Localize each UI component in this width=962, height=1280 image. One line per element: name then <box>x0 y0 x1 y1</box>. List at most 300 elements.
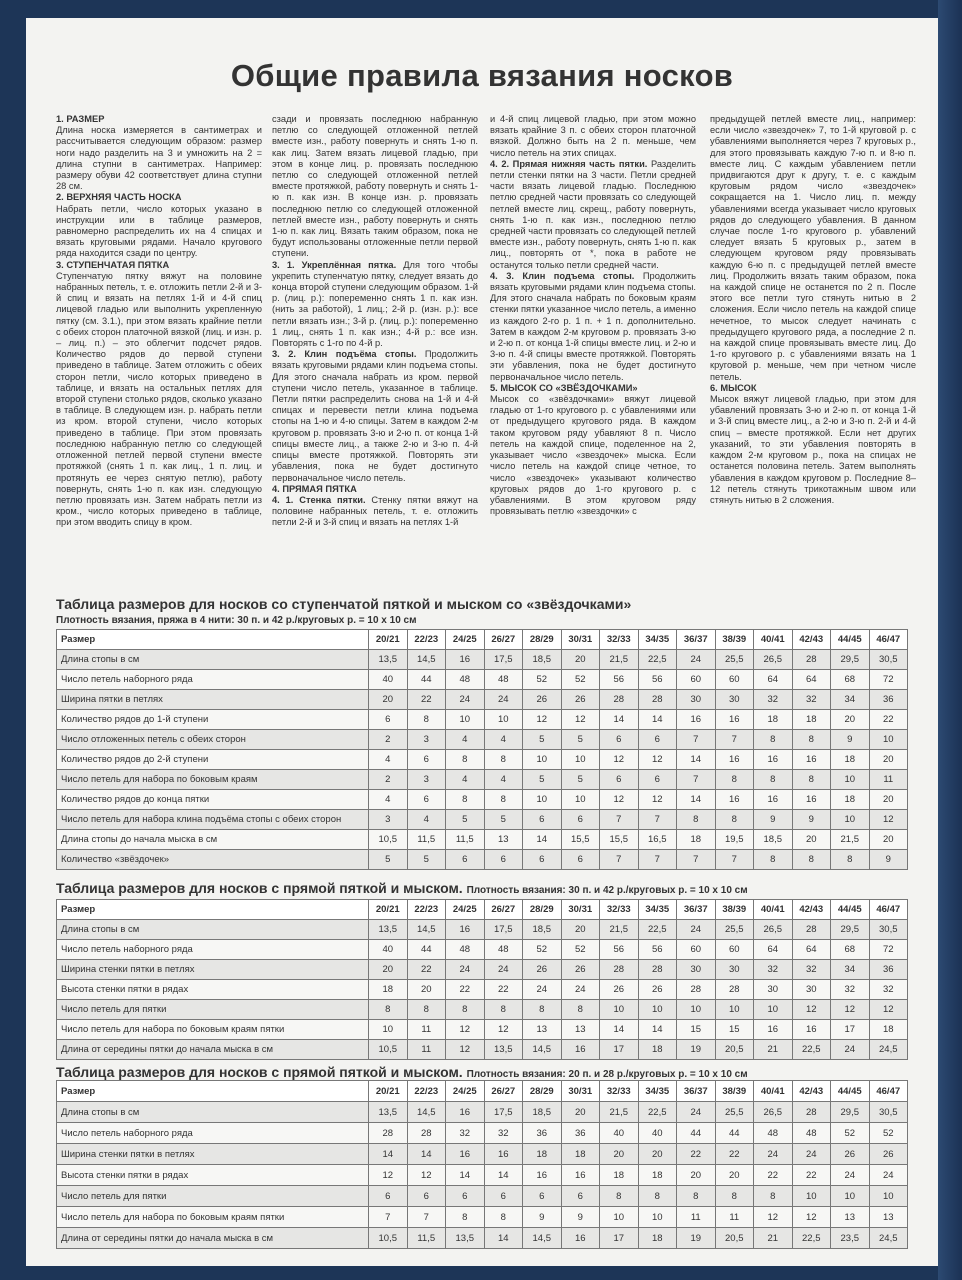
table-row <box>57 1000 908 1020</box>
paragraph <box>710 114 916 383</box>
table-cell: 14 <box>484 1165 523 1186</box>
table-cell: 20 <box>869 790 908 810</box>
table-cell: 14 <box>600 1020 639 1040</box>
table-row <box>57 670 908 690</box>
table-cell: 26,5 <box>754 650 793 670</box>
table-cell: 29,5 <box>831 1102 870 1123</box>
table-cell: 24 <box>677 650 716 670</box>
table-cell: 60 <box>677 940 716 960</box>
table-cell: 30 <box>754 980 793 1000</box>
row-label: Ширина пятки в петлях <box>57 690 369 710</box>
table-cell: 15 <box>715 1020 754 1040</box>
table-cell: 5 <box>561 770 600 790</box>
size-header-cell: 22/23 <box>407 1081 446 1102</box>
table-row <box>57 960 908 980</box>
table-cell: 14,5 <box>407 1102 446 1123</box>
table-cell: 12 <box>561 710 600 730</box>
table-cell: 18 <box>869 1020 908 1040</box>
table-cell: 11,5 <box>446 830 485 850</box>
size-header-cell: 36/37 <box>677 900 716 920</box>
table-row <box>57 750 908 770</box>
table-row <box>57 1102 908 1123</box>
table-cell: 18,5 <box>754 830 793 850</box>
table-cell: 64 <box>754 940 793 960</box>
page-title: Общие правила вязания носков <box>230 58 734 93</box>
table-cell: 8 <box>715 770 754 790</box>
table-cell: 12 <box>446 1040 485 1060</box>
row-label: Длина стопы в см <box>57 920 369 940</box>
table-cell: 48 <box>792 1123 831 1144</box>
table-cell: 20 <box>715 1165 754 1186</box>
size-header-cell: 44/45 <box>831 630 870 650</box>
table-row <box>57 830 908 850</box>
table-cell: 12 <box>792 1000 831 1020</box>
table-cell: 32 <box>754 690 793 710</box>
size-header-cell: 46/47 <box>869 1081 908 1102</box>
size-header-cell: 22/23 <box>407 630 446 650</box>
table-cell: 20 <box>369 690 408 710</box>
table-cell: 8 <box>446 1207 485 1228</box>
paragraph <box>710 383 916 394</box>
table-cell: 52 <box>523 670 562 690</box>
table-cell: 15 <box>677 1020 716 1040</box>
table-cell: 40 <box>369 940 408 960</box>
section-heading: 4. 3. Клин подъема стопы. <box>490 270 635 281</box>
table-cell: 6 <box>407 790 446 810</box>
table-cell: 18 <box>792 710 831 730</box>
row-label: Число петель для набора клина подъёма стопы с обеих сторон <box>57 810 369 830</box>
table-cell: 5 <box>369 850 408 870</box>
table-cell: 18 <box>561 1144 600 1165</box>
table-cell: 32 <box>792 960 831 980</box>
table-cell: 21,5 <box>600 650 639 670</box>
table-cell: 8 <box>446 1000 485 1020</box>
table-cell: 12 <box>600 750 639 770</box>
table-cell: 11 <box>677 1207 716 1228</box>
table-cell: 30,5 <box>869 1102 908 1123</box>
size-header-cell: 30/31 <box>561 630 600 650</box>
table-cell: 21,5 <box>600 920 639 940</box>
row-label: Число петель для пятки <box>57 1186 369 1207</box>
table-cell: 21 <box>754 1040 793 1060</box>
table-cell: 28 <box>369 1123 408 1144</box>
table-cell: 7 <box>638 850 677 870</box>
table-cell: 18 <box>600 1165 639 1186</box>
paragraph-text: Мысок со «звёздочками» вяжут лицевой гладью от 1-го кругового р. с убавлениями или от предыдущего кругового ряда. В каждом таком круговом ряду убавляют 8 п. Число петель на каждой спице, поделенное на 2, указывает число «звездочек» мыска. Если число петель на каждой спице четное, то число «звездочек» указывают количество круговых рядов до 1-го кругового р. с убавлениями. В этом круговом ряду провязывать петлю «звездочки» с <box>490 394 696 517</box>
table-cell: 10 <box>523 750 562 770</box>
table-cell: 30,5 <box>869 650 908 670</box>
table-cell: 10 <box>561 750 600 770</box>
size-header-cell: 34/35 <box>638 630 677 650</box>
table-cell: 34 <box>831 960 870 980</box>
table-cell: 10 <box>561 790 600 810</box>
table-cell: 8 <box>446 790 485 810</box>
row-label: Высота стенки пятки в рядах <box>57 1165 369 1186</box>
section-heading: 2. ВЕРХНЯЯ ЧАСТЬ НОСКА <box>56 192 182 203</box>
table-cell: 22 <box>677 1144 716 1165</box>
table-cell: 56 <box>638 940 677 960</box>
table-cell: 16 <box>715 710 754 730</box>
table-cell: 12 <box>638 790 677 810</box>
table-cell: 7 <box>715 850 754 870</box>
table-cell: 36 <box>523 1123 562 1144</box>
table-cell: 11,5 <box>407 1228 446 1249</box>
table-cell: 64 <box>792 670 831 690</box>
paragraph-text: Продолжить вязать круговыми рядами клин подъема стопы. Для этого сначала набрать по боковым краям стенки пятки указанное число петель, а именно из каждого 2-го р. 1 п. + 1 п. дополнительно. Затем в каждом 2-м круговом р. провязать 3-ю и 2-ю п. от конца 1-й спицы вместе лиц. и 2-ю и 3-ю п. 4-й спицы вместе протяжкой. Повторять эти убавления, пока не будет достигнуто первоначальное число петель. <box>490 270 696 382</box>
size-header-cell: 42/43 <box>792 1081 831 1102</box>
table-cell: 10 <box>600 1207 639 1228</box>
section-heading: 4. ПРЯМАЯ ПЯТКА <box>272 483 357 494</box>
table-cell: 6 <box>484 850 523 870</box>
table-cell: 60 <box>677 670 716 690</box>
paragraph <box>56 192 262 203</box>
table-cell: 14 <box>407 1144 446 1165</box>
section-heading: 4. 1. Стенка пятки. <box>272 494 366 505</box>
table-cell: 28 <box>600 960 639 980</box>
section-heading: 6. МЫСОК <box>710 382 757 393</box>
table-cell: 22 <box>446 980 485 1000</box>
table-cell: 20 <box>792 830 831 850</box>
table-cell: 3 <box>407 770 446 790</box>
paragraph <box>710 394 916 506</box>
table-cell: 6 <box>407 1186 446 1207</box>
table-cell: 25,5 <box>715 1102 754 1123</box>
table-cell: 7 <box>369 1207 408 1228</box>
table-cell: 40 <box>600 1123 639 1144</box>
table-cell: 17 <box>600 1040 639 1060</box>
table-cell: 11 <box>869 770 908 790</box>
size-header-cell: 24/25 <box>446 900 485 920</box>
table-cell: 14,5 <box>407 650 446 670</box>
table-cell: 32 <box>792 690 831 710</box>
table-cell: 26 <box>523 690 562 710</box>
table-cell: 8 <box>754 850 793 870</box>
table-row <box>57 1186 908 1207</box>
header-cell: Размер <box>57 900 369 920</box>
table-cell: 8 <box>677 1186 716 1207</box>
table-cell: 24 <box>792 1144 831 1165</box>
table-cell: 18 <box>523 1144 562 1165</box>
table-cell: 72 <box>869 670 908 690</box>
table-cell: 5 <box>523 770 562 790</box>
table-cell: 44 <box>407 670 446 690</box>
size-header-cell: 26/27 <box>484 900 523 920</box>
table-cell: 8 <box>754 770 793 790</box>
table-cell: 22,5 <box>638 650 677 670</box>
table-cell: 14,5 <box>523 1040 562 1060</box>
table-cell: 8 <box>600 1186 639 1207</box>
table-cell: 24 <box>831 1165 870 1186</box>
table-cell: 20 <box>600 1144 639 1165</box>
paragraph <box>490 271 696 383</box>
table-cell: 22 <box>869 710 908 730</box>
table-cell: 52 <box>561 670 600 690</box>
table-cell: 24 <box>677 1102 716 1123</box>
table-cell: 36 <box>869 690 908 710</box>
table-cell: 52 <box>869 1123 908 1144</box>
table-cell: 4 <box>369 790 408 810</box>
table-2-title <box>56 880 748 896</box>
table-cell: 7 <box>638 810 677 830</box>
table-cell: 64 <box>792 940 831 960</box>
paragraph <box>56 271 262 529</box>
table-cell: 4 <box>446 770 485 790</box>
table-cell: 4 <box>369 750 408 770</box>
table-cell: 24,5 <box>869 1228 908 1249</box>
header-cell: Размер <box>57 630 369 650</box>
table-cell: 22,5 <box>638 920 677 940</box>
table-cell: 8 <box>754 1186 793 1207</box>
table-cell: 28 <box>677 980 716 1000</box>
text-columns <box>56 114 916 598</box>
table-cell: 14,5 <box>407 920 446 940</box>
table-row <box>57 1020 908 1040</box>
size-table-1 <box>56 629 908 870</box>
page <box>26 18 938 1266</box>
table-cell: 10 <box>715 1000 754 1020</box>
table-cell: 6 <box>600 730 639 750</box>
table-cell: 26 <box>831 1144 870 1165</box>
table-cell: 10 <box>600 1000 639 1020</box>
paragraph <box>56 204 262 260</box>
table-cell: 3 <box>407 730 446 750</box>
table-cell: 32 <box>446 1123 485 1144</box>
size-header-cell: 24/25 <box>446 1081 485 1102</box>
table-cell: 14 <box>638 1020 677 1040</box>
size-table-3 <box>56 1080 908 1249</box>
table-cell: 4 <box>407 810 446 830</box>
paragraph <box>272 349 478 483</box>
table-cell: 32 <box>831 980 870 1000</box>
table-cell: 6 <box>638 730 677 750</box>
table-cell: 8 <box>792 850 831 870</box>
table-header-row <box>57 900 908 920</box>
table-cell: 29,5 <box>831 650 870 670</box>
size-header-cell: 32/33 <box>600 1081 639 1102</box>
table-cell: 21,5 <box>600 1102 639 1123</box>
row-label: Количество рядов до 2-й ступени <box>57 750 369 770</box>
table-cell: 7 <box>407 1207 446 1228</box>
table-cell: 6 <box>369 710 408 730</box>
table-cell: 48 <box>484 670 523 690</box>
table-header-row <box>57 1081 908 1102</box>
table-cell: 10 <box>869 1186 908 1207</box>
table-cell: 16 <box>446 920 485 940</box>
table-cell: 12 <box>484 1020 523 1040</box>
table-cell: 4 <box>484 730 523 750</box>
table-cell: 5 <box>446 810 485 830</box>
size-header-cell: 46/47 <box>869 900 908 920</box>
section-heading: 1. РАЗМЕР <box>56 114 105 124</box>
table-cell: 18 <box>638 1228 677 1249</box>
table-cell: 52 <box>523 940 562 960</box>
table-cell: 20 <box>561 1102 600 1123</box>
table-cell: 8 <box>715 810 754 830</box>
table-cell: 24 <box>677 920 716 940</box>
row-label: Количество рядов до конца пятки <box>57 790 369 810</box>
table-cell: 21 <box>754 1228 793 1249</box>
table-cell: 8 <box>484 1207 523 1228</box>
table-cell: 48 <box>446 940 485 960</box>
table-cell: 30 <box>792 980 831 1000</box>
table-cell: 6 <box>484 1186 523 1207</box>
paragraph-text: Продолжить вязать круговыми рядами клин подъема стопы. Для этого сначала набрать из кром. первой ступени число петель, указанное в таблице. Петли пятки распределить снова на 1-й и 4-й спицах и перевести петли клина подъема стопы на 1-ю и 4-ю спицы. Затем в каждом 2-м круговом р. провязать 3-ю и 2-ю п. от конца 1-й спицы вместе лиц., а также 2-ю и 3-ю п. 4-й спицы вместе протяжкой. Повторять эти убавления, пока не будет достигнуто первоначальное число петель. <box>272 349 478 483</box>
table-cell: 20,5 <box>715 1040 754 1060</box>
table-cell: 26,5 <box>754 920 793 940</box>
table-cell: 28 <box>715 980 754 1000</box>
table-cell: 22 <box>407 690 446 710</box>
table-cell: 12 <box>869 1000 908 1020</box>
section-heading: 3. СТУПЕНЧАТАЯ ПЯТКА <box>56 259 170 270</box>
table-cell: 24 <box>523 980 562 1000</box>
table-cell: 10 <box>523 790 562 810</box>
table-cell: 8 <box>407 710 446 730</box>
table-cell: 15,5 <box>561 830 600 850</box>
row-label: Число петель для набора по боковым краям <box>57 770 369 790</box>
table-cell: 16 <box>523 1165 562 1186</box>
text-column-2 <box>272 114 478 598</box>
table-cell: 8 <box>446 750 485 770</box>
size-header-cell: 30/31 <box>561 900 600 920</box>
table-cell: 18,5 <box>523 1102 562 1123</box>
table-cell: 48 <box>446 670 485 690</box>
table-cell: 22,5 <box>638 1102 677 1123</box>
table-cell: 15,5 <box>600 830 639 850</box>
paragraph-text: Разделить петли стенки пятки на 3 части. Петли средней части вязать лицевой гладью. Последнюю петлю средней части провязать со следующей петлей вместе лиц. скрещ., работу повернуть, снять 1-ю п. как изн., последнюю петлю средней части провязать со следующей петлей вместе изн., работу повернуть, снять 1-ю п. как лиц., повторять от *, пока в работе не останутся только петли средней части. <box>490 158 696 270</box>
text-column-1 <box>56 114 262 598</box>
table-cell: 14 <box>446 1165 485 1186</box>
row-label: Высота стенки пятки в рядах <box>57 980 369 1000</box>
table-cell: 68 <box>831 670 870 690</box>
table-row <box>57 1040 908 1060</box>
row-label: Количество рядов до 1-й ступени <box>57 710 369 730</box>
table-cell: 60 <box>715 670 754 690</box>
table-cell: 6 <box>638 770 677 790</box>
table-cell: 13 <box>561 1020 600 1040</box>
magazine-edge <box>938 0 962 1280</box>
table-cell: 11 <box>407 1040 446 1060</box>
size-header-cell: 46/47 <box>869 630 908 650</box>
table-cell: 14 <box>369 1144 408 1165</box>
table-cell: 11,5 <box>407 830 446 850</box>
table-cell: 17,5 <box>484 650 523 670</box>
table-cell: 10 <box>484 710 523 730</box>
size-table-2 <box>56 899 908 1060</box>
table-row <box>57 650 908 670</box>
table-cell: 22 <box>715 1144 754 1165</box>
table-cell: 13,5 <box>484 1040 523 1060</box>
table-cell: 2 <box>369 770 408 790</box>
size-header-cell: 40/41 <box>754 1081 793 1102</box>
table-cell: 8 <box>407 1000 446 1020</box>
size-header-cell: 28/29 <box>523 630 562 650</box>
table-cell: 22,5 <box>792 1040 831 1060</box>
table-cell: 12 <box>446 1020 485 1040</box>
table-cell: 9 <box>869 850 908 870</box>
table-cell: 14 <box>523 830 562 850</box>
table-cell: 18 <box>638 1165 677 1186</box>
size-header-cell: 36/37 <box>677 1081 716 1102</box>
table-cell: 8 <box>831 850 870 870</box>
table-cell: 30 <box>677 960 716 980</box>
table-row <box>57 770 908 790</box>
table-cell: 12 <box>523 710 562 730</box>
table-cell: 44 <box>407 940 446 960</box>
table-cell: 10 <box>638 1000 677 1020</box>
section-heading: 4. 2. Прямая нижняя часть пятки. <box>490 158 648 169</box>
size-header-cell: 34/35 <box>638 900 677 920</box>
table-cell: 10 <box>638 1207 677 1228</box>
table-cell: 4 <box>484 770 523 790</box>
table-cell: 36 <box>561 1123 600 1144</box>
row-label: Число петель наборного ряда <box>57 940 369 960</box>
paragraph <box>490 383 696 394</box>
table-cell: 16 <box>754 1020 793 1040</box>
table-row <box>57 1207 908 1228</box>
table-cell: 48 <box>754 1123 793 1144</box>
table-1-title: Таблица размеров для носков со ступенчатой пяткой и мыском со «звёздочками» <box>56 596 632 612</box>
table-cell: 18 <box>677 830 716 850</box>
header-cell: Размер <box>57 1081 369 1102</box>
table-cell: 20 <box>561 650 600 670</box>
table-cell: 18,5 <box>523 920 562 940</box>
table-cell: 17,5 <box>484 920 523 940</box>
table-cell: 16 <box>754 790 793 810</box>
table-cell: 44 <box>677 1123 716 1144</box>
table-cell: 8 <box>561 1000 600 1020</box>
table-cell: 3 <box>369 810 408 830</box>
size-header-cell: 42/43 <box>792 630 831 650</box>
table-cell: 13 <box>484 830 523 850</box>
table-cell: 14 <box>677 790 716 810</box>
table-cell: 7 <box>715 730 754 750</box>
table-row <box>57 790 908 810</box>
table-cell: 8 <box>484 750 523 770</box>
table-cell: 8 <box>754 730 793 750</box>
table-cell: 12 <box>754 1207 793 1228</box>
table-cell: 18 <box>369 980 408 1000</box>
row-label: Длина стопы в см <box>57 1102 369 1123</box>
table-cell: 24 <box>484 690 523 710</box>
table-cell: 28 <box>600 690 639 710</box>
size-header-cell: 32/33 <box>600 900 639 920</box>
table-cell: 18 <box>831 750 870 770</box>
table-cell: 17,5 <box>484 1102 523 1123</box>
table-cell: 32 <box>754 960 793 980</box>
size-header-cell: 32/33 <box>600 630 639 650</box>
text-column-3 <box>490 114 696 598</box>
table-cell: 52 <box>561 940 600 960</box>
table-cell: 16 <box>754 750 793 770</box>
table-cell: 6 <box>407 750 446 770</box>
table-3-subtitle: Плотность вязания: 20 п. и 28 р./круговых р. = 10 х 10 см <box>466 1069 748 1080</box>
table-cell: 20 <box>831 710 870 730</box>
table-cell: 14,5 <box>523 1228 562 1249</box>
table-cell: 6 <box>446 1186 485 1207</box>
size-header-cell: 38/39 <box>715 1081 754 1102</box>
table-cell: 14 <box>677 750 716 770</box>
table-cell: 11 <box>715 1207 754 1228</box>
table-cell: 18 <box>754 710 793 730</box>
table-row <box>57 850 908 870</box>
table-cell: 10 <box>831 770 870 790</box>
size-header-cell: 28/29 <box>523 1081 562 1102</box>
row-label: Число петель наборного ряда <box>57 1123 369 1144</box>
table-cell: 20 <box>407 980 446 1000</box>
paragraph-text: Мысок вяжут лицевой гладью, при этом для убавлений провязать 3-ю и 2-ю п. от конца 1-й и 3-й спиц вместе лиц., а 2-ю и 3-ю п. 2-й и 4-й спиц – вместе протяжкой. Если нет других указаний, то эти убавления повторять в каждом 2-м круговом р., пока на спицах не останется половина петель. Затем выполнять убавления в каждом круговом р. Последние 8–12 петель стянуть трикотажным швом или стянуть нитью в 2 сложения. <box>710 394 916 505</box>
table-cell: 10 <box>792 1186 831 1207</box>
table-cell: 12 <box>831 1000 870 1020</box>
